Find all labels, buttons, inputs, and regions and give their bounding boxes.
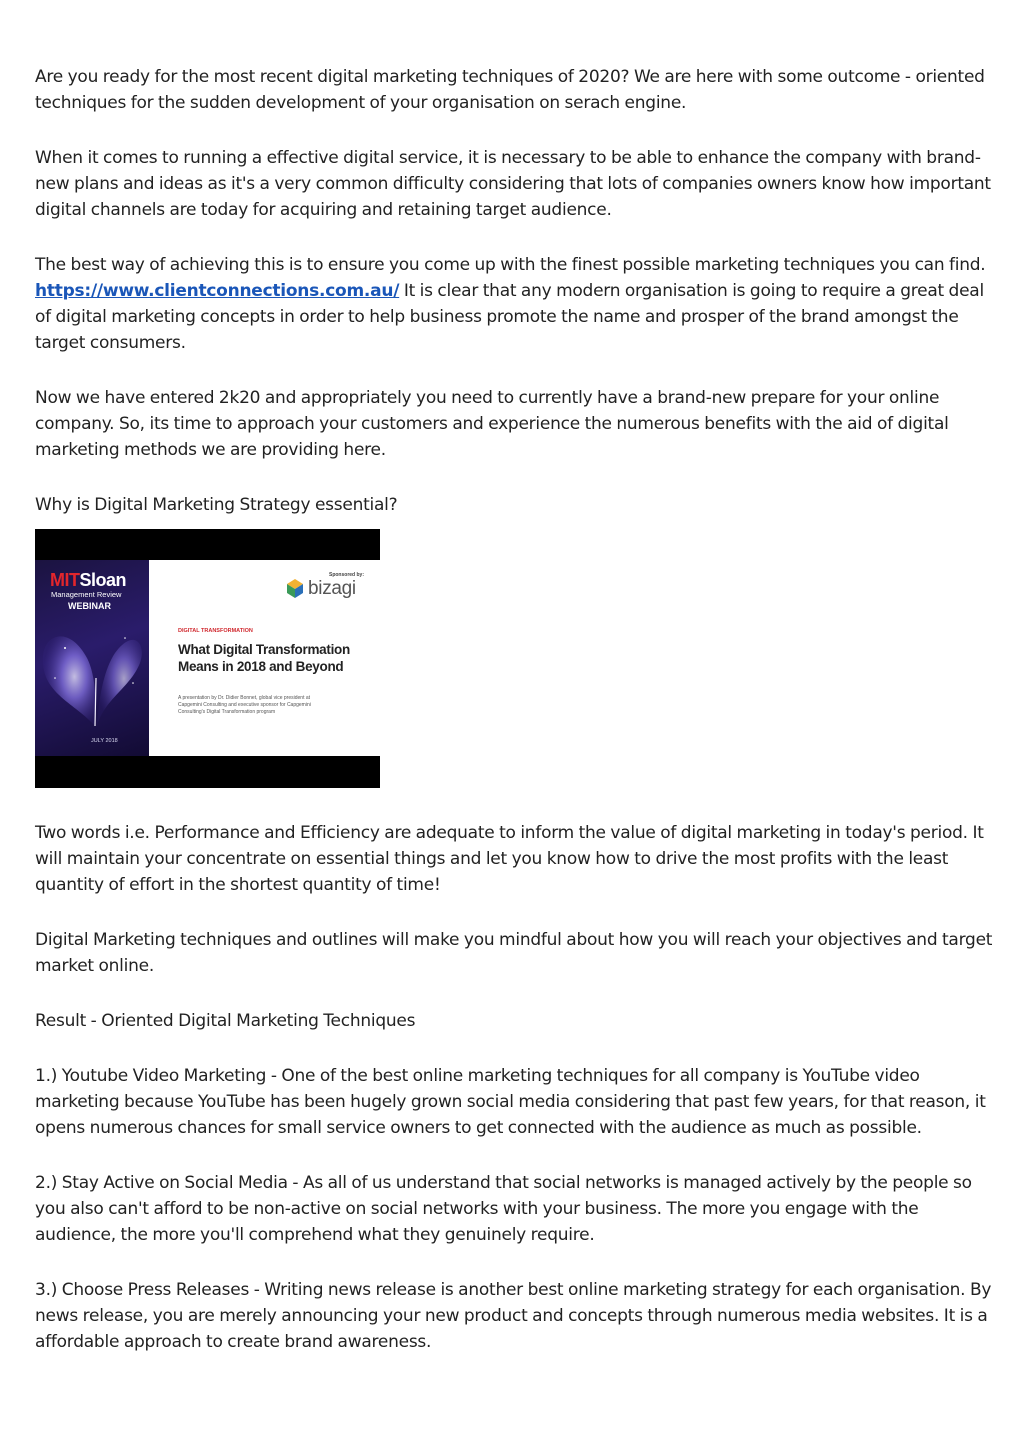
webinar-date: JULY 2018: [91, 738, 118, 744]
paragraph-two-words: Two words i.e. Performance and Efficiency are adequate to inform the value of digital marketing in today's period. It will maintain your concentrate on essential things and let you know how to drive the most profits with the least quantity of effort in the shortest quantity of time!: [35, 823, 984, 895]
webinar-image: [35, 529, 380, 788]
article-body: [35, 64, 995, 1384]
paragraph-social-media: 2.) Stay Active on Social Media - As all of us understand that social networks is managed actively by the people so you also can't afford to be non-active on social networks with your business. The more you engage with the audience, the more you'll comprehend what they genuinely require.: [35, 1173, 972, 1245]
sponsored-label: Sponsored by:: [328, 572, 364, 578]
bizagi-logo-icon: [285, 577, 305, 601]
section-heading-techniques: Result - Oriented Digital Marketing Techniques: [35, 1011, 416, 1031]
paragraph-digital-service: When it comes to running a effective digital service, it is necessary to be able to enhance the company with brand-new plans and ideas as it's a very common difficulty considering that lots of companies owners know how important digital channels are today for acquiring and retaining target audience.: [35, 148, 991, 220]
paragraph-best-way-end: It is clear that any modern organisation is going to require a great deal of digital marketing concepts in order to help business promote the name and prosper of the brand amongst the target consumers.: [35, 281, 984, 353]
webinar-left-panel: [35, 560, 149, 756]
clientconnections-link[interactable]: https://www.clientconnections.com.au/: [35, 281, 400, 301]
category-label: DIGITAL TRANSFORMATION: [178, 628, 253, 634]
webinar-label: WEBINAR: [68, 601, 111, 611]
paragraph-why-strategy: Why is Digital Marketing Strategy essential?: [35, 495, 398, 515]
mit-sloan-logo: MITSloan: [50, 570, 127, 590]
butterfly-icon: [35, 608, 149, 738]
paragraph-youtube: 1.) Youtube Video Marketing - One of the best online marketing techniques for all company is YouTube video marketing because YouTube has been hugely grown social media considering that past few years, for that reason, it opens numerous chances for small service owners to get connected with the audience as much as possible.: [35, 1066, 986, 1138]
brand-subtitle: Management Review: [51, 590, 122, 599]
sponsor-name: bizagi: [308, 578, 356, 599]
paragraph-press-releases: 3.) Choose Press Releases - Writing news release is another best online marketing strategy for each organisation. By news release, you are merely announcing your new product and concepts through numerous media websites. It is a affordable approach to create brand awareness.: [35, 1280, 992, 1352]
paragraph-best-way: [35, 252, 995, 356]
webinar-title: What Digital Transformation Means in 2018 and Beyond: [178, 642, 350, 674]
paragraph-best-way-start: The best way of achieving this is to ensure you come up with the finest possible marketing techniques you can find.: [35, 255, 986, 275]
paragraph-outlines: Digital Marketing techniques and outlines will make you mindful about how you will reach your objectives and target market online.: [35, 930, 993, 976]
paragraph-2k20: Now we have entered 2k20 and appropriately you need to currently have a brand-new prepare for your online company. So, its time to approach your customers and experience the numerous benefits with the aid of digital marketing methods we are providing here.: [35, 388, 949, 460]
webinar-description: A presentation by Dr. Didier Bonnet, global vice president at Capgemini Consulting and executive sponsor for Capgemini Consulting's Digital Transformation program: [178, 695, 311, 715]
paragraph-intro: Are you ready for the most recent digital marketing techniques of 2020? We are here with some outcome - oriented techniques for the sudden development of your organisation on serach engine.: [35, 67, 985, 113]
webinar-right-panel: [149, 560, 380, 756]
